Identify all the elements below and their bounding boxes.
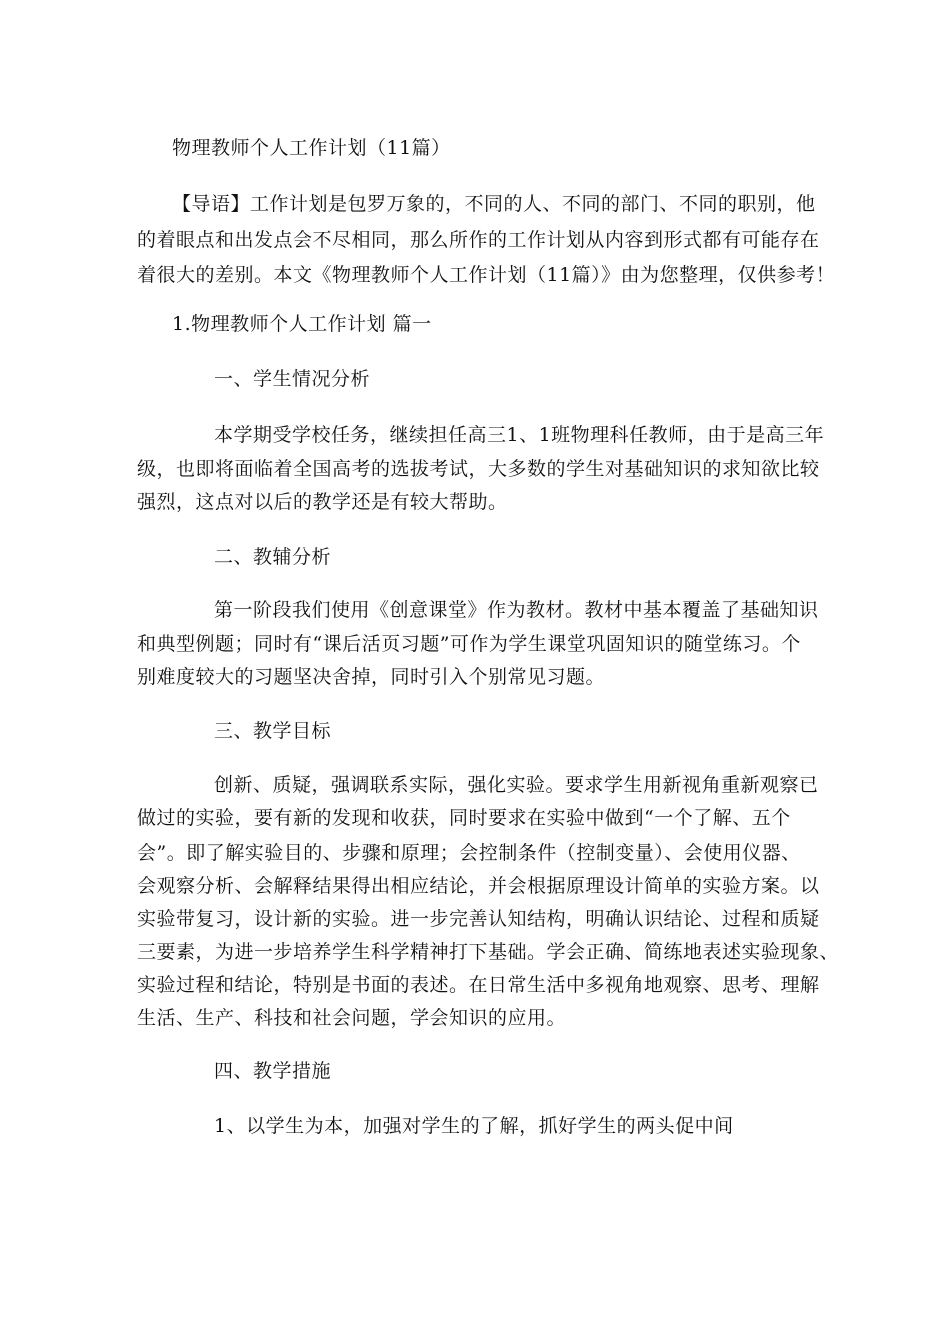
- paragraph-4-line-1: 1、以学生为本，加强对学生的了解，抓好学生的两头促中间: [214, 1115, 734, 1137]
- paragraph-2-line-2: 和典型例题；同时有“课后活页习题”可作为学生课堂巩固知识的随堂练习。个: [137, 633, 801, 655]
- paragraph-1-line-1: 本学期受学校任务，继续担任高三1、1班物理科任教师，由于是高三年: [214, 424, 825, 446]
- intro-line-3: 着很大的差别。本文《物理教师个人工作计划（11篇）》由为您整理，仅供参考！: [137, 264, 836, 286]
- paragraph-2-line-1: 第一阶段我们使用《创意课堂》作为教材。教材中基本覆盖了基础知识: [214, 599, 819, 621]
- paragraph-3-line-2: 做过的实验，要有新的发现和收获，同时要求在实验中做到“一个了解、五个: [137, 807, 791, 829]
- section-title: 1.物理教师个人工作计划 篇一: [172, 313, 432, 335]
- paragraph-3-line-3: 会”。即了解实验目的、步骤和原理；会控制条件（控制变量）、会使用仪器、: [137, 842, 801, 864]
- paragraph-1-line-2: 级，也即将面临着全国高考的选拔考试，大多数的学生对基础知识的求知欲比较: [137, 458, 820, 480]
- paragraph-2-line-3: 别难度较大的习题坚决舍掉，同时引入个别常见习题。: [137, 666, 606, 688]
- paragraph-3-line-8: 生活、生产、科技和社会问题，学会知识的应用。: [137, 1007, 567, 1029]
- paragraph-3-line-5: 实验带复习，设计新的实验。进一步完善认知结构，明确认识结论、过程和质疑: [137, 908, 820, 930]
- section-heading-1: 一、学生情况分析: [214, 368, 371, 390]
- section-heading-4: 四、教学措施: [214, 1060, 332, 1082]
- document-title: 物理教师个人工作计划（11篇）: [172, 137, 451, 159]
- paragraph-3-line-6: 三要素，为进一步培养学生科学精神打下基础。学会正确、简练地表述实验现象、: [137, 941, 840, 963]
- intro-line-1: 【导语】工作计划是包罗万象的，不同的人、不同的部门、不同的职别，他: [172, 193, 816, 215]
- intro-line-2: 的着眼点和出发点会不尽相同，那么所作的工作计划从内容到形式都有可能存在: [137, 229, 820, 251]
- section-heading-3: 三、教学目标: [214, 720, 332, 742]
- paragraph-3-line-4: 会观察分析、会解释结果得出相应结论，并会根据原理设计简单的实验方案。以: [137, 875, 820, 897]
- paragraph-1-line-3: 强烈，这点对以后的教学还是有较大帮助。: [137, 491, 508, 513]
- paragraph-3-line-7: 实验过程和结论，特别是书面的表述。在日常生活中多视角地观察、思考、理解: [137, 974, 820, 996]
- section-heading-2: 二、教辅分析: [214, 546, 332, 568]
- paragraph-3-line-1: 创新、质疑，强调联系实际，强化实验。要求学生用新视角重新观察已: [214, 774, 819, 796]
